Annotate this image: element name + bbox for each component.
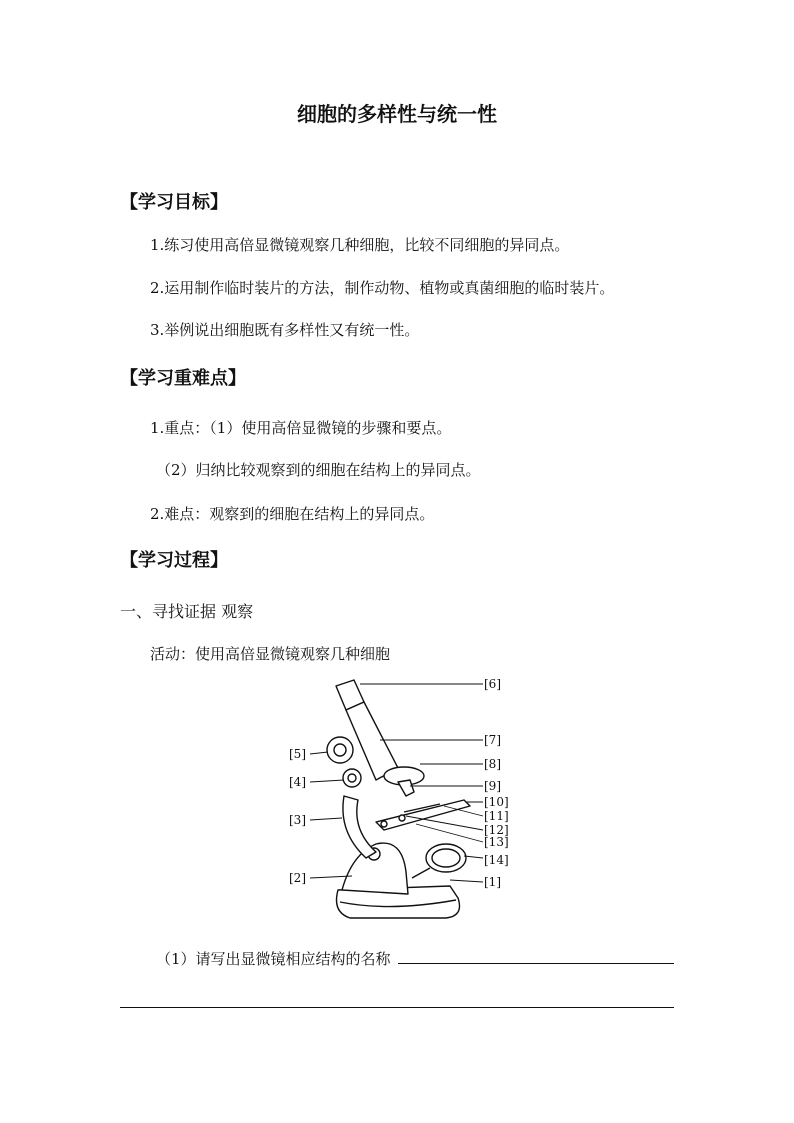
section-heading-key-points: 【学习重难点】: [120, 368, 246, 389]
label-13: [13]: [484, 835, 509, 849]
label-3: [3]: [289, 813, 306, 827]
objective-item-2: 2.运用制作临时装片的方法，制作动物、植物或真菌细胞的临时装片。: [150, 279, 615, 297]
label-9: [9]: [484, 779, 501, 793]
section-heading-process: 【学习过程】: [120, 550, 228, 571]
label-10: [10]: [484, 795, 509, 809]
microscope-arm: [343, 796, 376, 858]
label-8: [8]: [484, 757, 501, 771]
label-14: [14]: [484, 853, 509, 867]
section-heading-objectives: 【学习目标】: [120, 192, 228, 213]
fine-adjuster-center: [348, 774, 356, 782]
label-7: [7]: [484, 733, 501, 747]
label-12: [12]: [484, 823, 509, 837]
page-title: 细胞的多样性与统一性: [297, 102, 497, 126]
microscope-drawing: [327, 680, 470, 918]
key-point-item-1: 1.重点：（1）使用高倍显微镜的步骤和要点。: [150, 419, 452, 437]
label-4: [4]: [289, 775, 306, 789]
label-1: [1]: [484, 875, 501, 889]
lens-tube: [346, 702, 398, 780]
stage-clip-pin: [399, 815, 405, 821]
answer-blank-line[interactable]: [398, 963, 674, 964]
mirror-inner: [432, 849, 460, 867]
process-subheading: 一、寻找证据 观察: [120, 602, 254, 621]
label-2: [2]: [289, 871, 306, 885]
label-11: [11]: [484, 809, 509, 823]
question-1-text: （1）请写出显微镜相应结构的名称: [156, 950, 391, 968]
objective-item-3: 3.举例说出细胞既有多样性又有统一性。: [150, 321, 420, 339]
stage-clip-pin-2: [381, 821, 387, 827]
microscope-diagram: [280, 672, 520, 930]
key-point-item-3: 2.难点：观察到的细胞在结构上的异同点。: [150, 505, 435, 523]
mirror-stem: [412, 868, 430, 878]
objective-item-1: 1.练习使用高倍显微镜观察几种细胞，比较不同细胞的异同点。: [150, 236, 570, 254]
page-divider: [120, 1007, 674, 1008]
coarse-adjuster-center: [334, 744, 346, 756]
label-6: [6]: [484, 677, 501, 691]
key-point-item-2: （2）归纳比较观察到的细胞在结构上的异同点。: [156, 461, 481, 479]
label-5: [5]: [289, 747, 306, 761]
activity-text: 活动：使用高倍显微镜观察几种细胞: [150, 645, 391, 663]
